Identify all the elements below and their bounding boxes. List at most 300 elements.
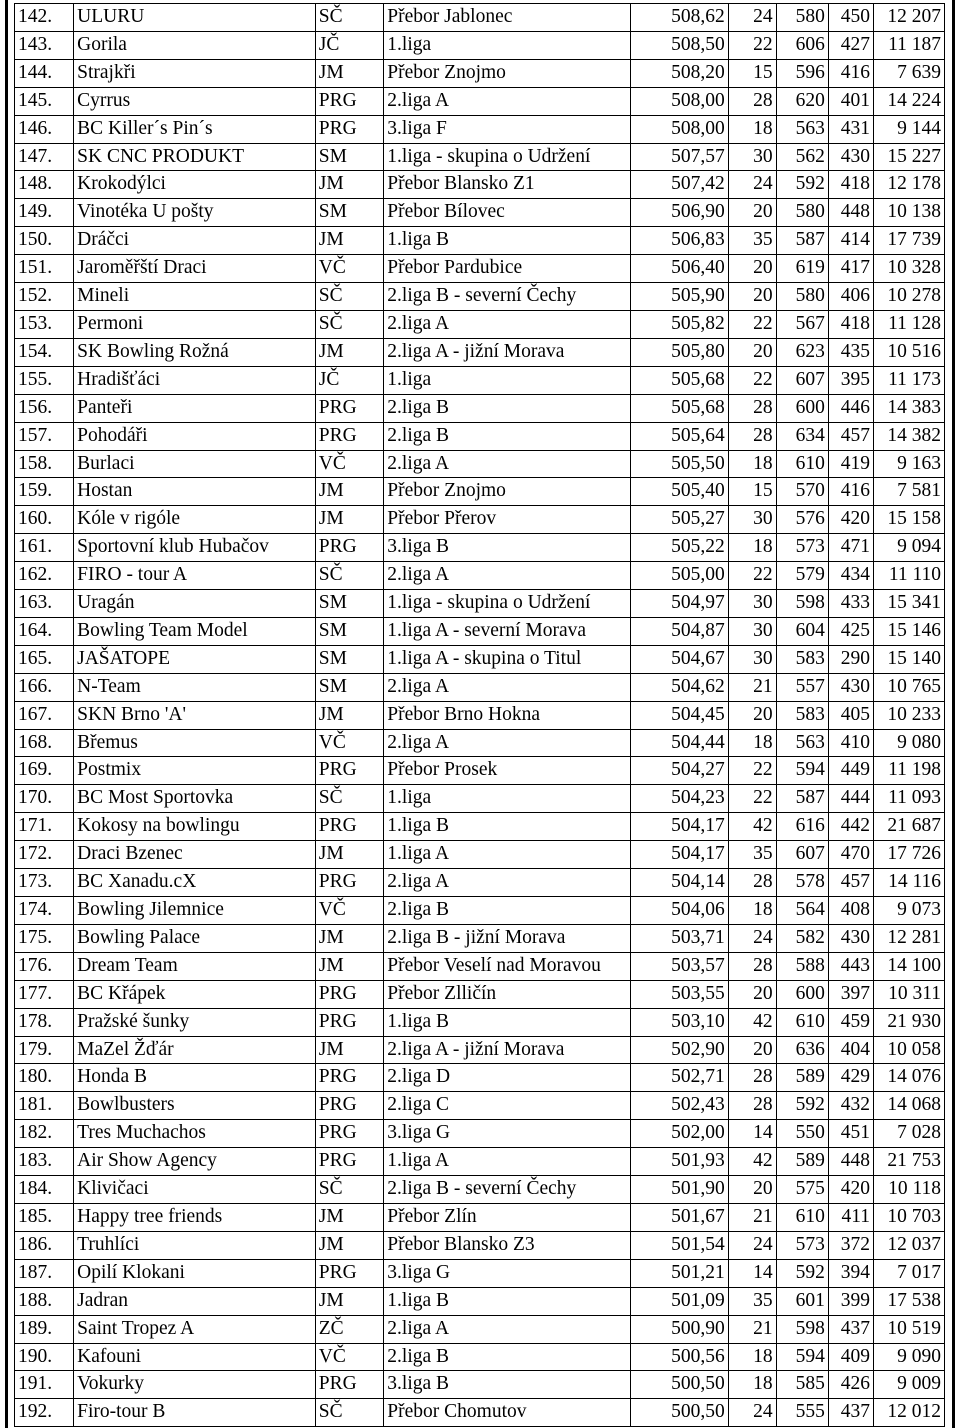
max-cell: 576 xyxy=(776,506,828,534)
games-cell: 18 xyxy=(728,729,776,757)
table-row xyxy=(15,1203,945,1231)
league-cell: Přebor Znojmo xyxy=(384,59,630,87)
games-cell: 28 xyxy=(728,869,776,897)
region-cell: PRG xyxy=(315,1148,384,1176)
max-cell: 636 xyxy=(776,1036,828,1064)
min-cell: 409 xyxy=(828,1343,873,1371)
games-cell: 22 xyxy=(728,366,776,394)
table-row xyxy=(15,450,945,478)
min-cell: 449 xyxy=(828,757,873,785)
games-cell: 15 xyxy=(728,478,776,506)
min-cell: 446 xyxy=(828,394,873,422)
region-cell: PRG xyxy=(315,115,384,143)
games-cell: 18 xyxy=(728,450,776,478)
rank-cell: 192. xyxy=(15,1399,74,1427)
max-cell: 600 xyxy=(776,394,828,422)
region-cell: SM xyxy=(315,617,384,645)
average-cell: 505,50 xyxy=(630,450,728,478)
total-cell: 7 017 xyxy=(874,1259,945,1287)
min-cell: 408 xyxy=(828,897,873,925)
league-cell: 2.liga B xyxy=(384,1343,630,1371)
league-cell: 2.liga A xyxy=(384,869,630,897)
games-cell: 21 xyxy=(728,1315,776,1343)
league-cell: 1.liga xyxy=(384,31,630,59)
max-cell: 607 xyxy=(776,366,828,394)
average-cell: 503,10 xyxy=(630,1008,728,1036)
team-name-cell: Kóle v rigóle xyxy=(74,506,316,534)
team-name-cell: Bowling Jilemnice xyxy=(74,897,316,925)
average-cell: 502,00 xyxy=(630,1120,728,1148)
league-cell: Přebor Zllіčín xyxy=(384,980,630,1008)
average-cell: 505,22 xyxy=(630,534,728,562)
rank-cell: 189. xyxy=(15,1315,74,1343)
average-cell: 501,67 xyxy=(630,1203,728,1231)
team-name-cell: Jaroměřští Draci xyxy=(74,255,316,283)
team-name-cell: Draci Bzenec xyxy=(74,841,316,869)
min-cell: 444 xyxy=(828,785,873,813)
total-cell: 15 341 xyxy=(874,590,945,618)
region-cell: SM xyxy=(315,199,384,227)
games-cell: 14 xyxy=(728,1259,776,1287)
games-cell: 24 xyxy=(728,171,776,199)
total-cell: 10 138 xyxy=(874,199,945,227)
average-cell: 508,62 xyxy=(630,4,728,32)
average-cell: 504,67 xyxy=(630,645,728,673)
league-cell: 2.liga A xyxy=(384,1315,630,1343)
rank-cell: 180. xyxy=(15,1064,74,1092)
table-row xyxy=(15,171,945,199)
average-cell: 508,00 xyxy=(630,87,728,115)
total-cell: 14 116 xyxy=(874,869,945,897)
total-cell: 10 703 xyxy=(874,1203,945,1231)
table-row xyxy=(15,227,945,255)
region-cell: JM xyxy=(315,841,384,869)
region-cell: PRG xyxy=(315,980,384,1008)
min-cell: 425 xyxy=(828,617,873,645)
total-cell: 10 519 xyxy=(874,1315,945,1343)
min-cell: 457 xyxy=(828,422,873,450)
total-cell: 11 173 xyxy=(874,366,945,394)
average-cell: 501,90 xyxy=(630,1176,728,1204)
games-cell: 22 xyxy=(728,31,776,59)
table-row xyxy=(15,31,945,59)
games-cell: 35 xyxy=(728,841,776,869)
region-cell: VČ xyxy=(315,255,384,283)
rank-cell: 190. xyxy=(15,1343,74,1371)
games-cell: 24 xyxy=(728,924,776,952)
team-name-cell: Pohodáři xyxy=(74,422,316,450)
min-cell: 433 xyxy=(828,590,873,618)
average-cell: 504,23 xyxy=(630,785,728,813)
league-cell: 2.liga B xyxy=(384,394,630,422)
rank-cell: 155. xyxy=(15,366,74,394)
min-cell: 430 xyxy=(828,924,873,952)
table-row xyxy=(15,785,945,813)
league-cell: 1.liga A - severní Morava xyxy=(384,617,630,645)
min-cell: 414 xyxy=(828,227,873,255)
max-cell: 588 xyxy=(776,952,828,980)
rank-cell: 153. xyxy=(15,310,74,338)
rank-cell: 143. xyxy=(15,31,74,59)
games-cell: 20 xyxy=(728,1036,776,1064)
average-cell: 505,80 xyxy=(630,338,728,366)
rank-cell: 173. xyxy=(15,869,74,897)
min-cell: 399 xyxy=(828,1287,873,1315)
team-name-cell: Pražské šunky xyxy=(74,1008,316,1036)
min-cell: 448 xyxy=(828,199,873,227)
table-row xyxy=(15,869,945,897)
average-cell: 504,17 xyxy=(630,841,728,869)
total-cell: 9 163 xyxy=(874,450,945,478)
team-name-cell: BC Xanadu.cX xyxy=(74,869,316,897)
table-row xyxy=(15,841,945,869)
max-cell: 589 xyxy=(776,1064,828,1092)
region-cell: VČ xyxy=(315,450,384,478)
total-cell: 7 639 xyxy=(874,59,945,87)
average-cell: 500,90 xyxy=(630,1315,728,1343)
rank-cell: 157. xyxy=(15,422,74,450)
region-cell: SČ xyxy=(315,785,384,813)
region-cell: PRG xyxy=(315,1259,384,1287)
table-row xyxy=(15,924,945,952)
total-cell: 15 158 xyxy=(874,506,945,534)
total-cell: 12 178 xyxy=(874,171,945,199)
min-cell: 397 xyxy=(828,980,873,1008)
region-cell: PRG xyxy=(315,757,384,785)
table-row xyxy=(15,701,945,729)
min-cell: 459 xyxy=(828,1008,873,1036)
games-cell: 28 xyxy=(728,87,776,115)
total-cell: 21 687 xyxy=(874,813,945,841)
total-cell: 10 311 xyxy=(874,980,945,1008)
min-cell: 426 xyxy=(828,1371,873,1399)
games-cell: 18 xyxy=(728,534,776,562)
games-cell: 24 xyxy=(728,1231,776,1259)
rank-cell: 184. xyxy=(15,1176,74,1204)
max-cell: 585 xyxy=(776,1371,828,1399)
team-name-cell: Cyrrus xyxy=(74,87,316,115)
rank-cell: 154. xyxy=(15,338,74,366)
table-row xyxy=(15,897,945,925)
rank-cell: 165. xyxy=(15,645,74,673)
rank-cell: 167. xyxy=(15,701,74,729)
rank-cell: 148. xyxy=(15,171,74,199)
region-cell: JM xyxy=(315,171,384,199)
team-name-cell: Dráčci xyxy=(74,227,316,255)
team-name-cell: Sportovní klub Hubačov xyxy=(74,534,316,562)
region-cell: ZČ xyxy=(315,1315,384,1343)
total-cell: 11 198 xyxy=(874,757,945,785)
team-name-cell: BC Killer´s Pin´s xyxy=(74,115,316,143)
table-row xyxy=(15,562,945,590)
max-cell: 550 xyxy=(776,1120,828,1148)
region-cell: JM xyxy=(315,1287,384,1315)
table-row xyxy=(15,143,945,171)
max-cell: 607 xyxy=(776,841,828,869)
team-name-cell: SKN Brno 'A' xyxy=(74,701,316,729)
league-cell: 2.liga A xyxy=(384,673,630,701)
min-cell: 290 xyxy=(828,645,873,673)
table-row xyxy=(15,1148,945,1176)
team-name-cell: Permoni xyxy=(74,310,316,338)
average-cell: 507,42 xyxy=(630,171,728,199)
table-row xyxy=(15,1399,945,1427)
table-row xyxy=(15,87,945,115)
league-cell: Přebor Bílovec xyxy=(384,199,630,227)
min-cell: 470 xyxy=(828,841,873,869)
total-cell: 10 328 xyxy=(874,255,945,283)
region-cell: PRG xyxy=(315,1092,384,1120)
team-name-cell: Truhlíci xyxy=(74,1231,316,1259)
max-cell: 594 xyxy=(776,1343,828,1371)
min-cell: 416 xyxy=(828,59,873,87)
total-cell: 11 187 xyxy=(874,31,945,59)
league-cell: 2.liga A xyxy=(384,310,630,338)
max-cell: 583 xyxy=(776,645,828,673)
average-cell: 505,40 xyxy=(630,478,728,506)
max-cell: 562 xyxy=(776,143,828,171)
table-row xyxy=(15,59,945,87)
league-cell: Přebor Znojmo xyxy=(384,478,630,506)
games-cell: 30 xyxy=(728,645,776,673)
max-cell: 600 xyxy=(776,980,828,1008)
league-cell: 1.liga xyxy=(384,785,630,813)
average-cell: 501,09 xyxy=(630,1287,728,1315)
team-name-cell: Kokosy na bowlingu xyxy=(74,813,316,841)
team-name-cell: Krokodýlci xyxy=(74,171,316,199)
league-cell: 3.liga F xyxy=(384,115,630,143)
league-cell: 1.liga - skupina o Udržení xyxy=(384,590,630,618)
average-cell: 505,27 xyxy=(630,506,728,534)
league-cell: 2.liga D xyxy=(384,1064,630,1092)
total-cell: 9 080 xyxy=(874,729,945,757)
max-cell: 606 xyxy=(776,31,828,59)
games-cell: 21 xyxy=(728,673,776,701)
team-name-cell: SK Bowling Rožná xyxy=(74,338,316,366)
table-row xyxy=(15,1371,945,1399)
table-row xyxy=(15,1036,945,1064)
rank-cell: 160. xyxy=(15,506,74,534)
total-cell: 12 281 xyxy=(874,924,945,952)
average-cell: 508,50 xyxy=(630,31,728,59)
average-cell: 505,90 xyxy=(630,283,728,311)
games-cell: 18 xyxy=(728,897,776,925)
max-cell: 610 xyxy=(776,1203,828,1231)
team-name-cell: Vokurky xyxy=(74,1371,316,1399)
min-cell: 448 xyxy=(828,1148,873,1176)
games-cell: 21 xyxy=(728,1203,776,1231)
region-cell: JM xyxy=(315,952,384,980)
total-cell: 9 073 xyxy=(874,897,945,925)
games-cell: 18 xyxy=(728,1343,776,1371)
max-cell: 567 xyxy=(776,310,828,338)
games-cell: 28 xyxy=(728,1092,776,1120)
total-cell: 17 726 xyxy=(874,841,945,869)
average-cell: 507,57 xyxy=(630,143,728,171)
min-cell: 451 xyxy=(828,1120,873,1148)
games-cell: 20 xyxy=(728,199,776,227)
team-name-cell: Strajkři xyxy=(74,59,316,87)
table-row xyxy=(15,757,945,785)
total-cell: 10 118 xyxy=(874,1176,945,1204)
total-cell: 11 093 xyxy=(874,785,945,813)
league-cell: 1.liga B xyxy=(384,813,630,841)
league-cell: 2.liga B - severní Čechy xyxy=(384,283,630,311)
table-row xyxy=(15,310,945,338)
min-cell: 418 xyxy=(828,171,873,199)
games-cell: 20 xyxy=(728,338,776,366)
rank-cell: 152. xyxy=(15,283,74,311)
games-cell: 20 xyxy=(728,255,776,283)
games-cell: 20 xyxy=(728,1176,776,1204)
min-cell: 418 xyxy=(828,310,873,338)
team-name-cell: MaZel Žďár xyxy=(74,1036,316,1064)
region-cell: JČ xyxy=(315,366,384,394)
max-cell: 557 xyxy=(776,673,828,701)
max-cell: 575 xyxy=(776,1176,828,1204)
max-cell: 598 xyxy=(776,590,828,618)
average-cell: 504,97 xyxy=(630,590,728,618)
ranking-table-body xyxy=(15,4,945,1427)
average-cell: 504,17 xyxy=(630,813,728,841)
min-cell: 406 xyxy=(828,283,873,311)
max-cell: 610 xyxy=(776,450,828,478)
max-cell: 587 xyxy=(776,785,828,813)
total-cell: 21 930 xyxy=(874,1008,945,1036)
team-name-cell: ULURU xyxy=(74,4,316,32)
region-cell: JM xyxy=(315,1203,384,1231)
max-cell: 564 xyxy=(776,897,828,925)
rank-cell: 149. xyxy=(15,199,74,227)
region-cell: SM xyxy=(315,673,384,701)
average-cell: 508,00 xyxy=(630,115,728,143)
region-cell: SČ xyxy=(315,310,384,338)
max-cell: 619 xyxy=(776,255,828,283)
table-row xyxy=(15,1231,945,1259)
league-cell: Přebor Chomutov xyxy=(384,1399,630,1427)
region-cell: JM xyxy=(315,1036,384,1064)
games-cell: 22 xyxy=(728,310,776,338)
rank-cell: 146. xyxy=(15,115,74,143)
min-cell: 430 xyxy=(828,143,873,171)
league-cell: 2.liga B xyxy=(384,897,630,925)
max-cell: 634 xyxy=(776,422,828,450)
team-name-cell: BC Most Sportovka xyxy=(74,785,316,813)
games-cell: 42 xyxy=(728,1148,776,1176)
min-cell: 372 xyxy=(828,1231,873,1259)
team-name-cell: Bowling Palace xyxy=(74,924,316,952)
games-cell: 28 xyxy=(728,422,776,450)
games-cell: 22 xyxy=(728,757,776,785)
page-right-rule xyxy=(952,0,955,1428)
rank-cell: 158. xyxy=(15,450,74,478)
table-row xyxy=(15,199,945,227)
games-cell: 42 xyxy=(728,1008,776,1036)
total-cell: 14 383 xyxy=(874,394,945,422)
max-cell: 573 xyxy=(776,1231,828,1259)
max-cell: 579 xyxy=(776,562,828,590)
min-cell: 401 xyxy=(828,87,873,115)
max-cell: 563 xyxy=(776,115,828,143)
rank-cell: 177. xyxy=(15,980,74,1008)
rank-cell: 188. xyxy=(15,1287,74,1315)
rank-cell: 185. xyxy=(15,1203,74,1231)
games-cell: 20 xyxy=(728,283,776,311)
max-cell: 592 xyxy=(776,1092,828,1120)
team-name-cell: Air Show Agency xyxy=(74,1148,316,1176)
total-cell: 14 382 xyxy=(874,422,945,450)
table-row xyxy=(15,255,945,283)
total-cell: 12 207 xyxy=(874,4,945,32)
total-cell: 12 037 xyxy=(874,1231,945,1259)
min-cell: 394 xyxy=(828,1259,873,1287)
total-cell: 10 233 xyxy=(874,701,945,729)
region-cell: SČ xyxy=(315,4,384,32)
min-cell: 417 xyxy=(828,255,873,283)
team-name-cell: Postmix xyxy=(74,757,316,785)
min-cell: 432 xyxy=(828,1092,873,1120)
team-name-cell: Saint Tropez A xyxy=(74,1315,316,1343)
rank-cell: 183. xyxy=(15,1148,74,1176)
rank-cell: 144. xyxy=(15,59,74,87)
games-cell: 15 xyxy=(728,59,776,87)
league-cell: 3.liga G xyxy=(384,1259,630,1287)
total-cell: 11 128 xyxy=(874,310,945,338)
max-cell: 610 xyxy=(776,1008,828,1036)
table-row xyxy=(15,1120,945,1148)
league-cell: Přebor Blansko Z1 xyxy=(384,171,630,199)
min-cell: 411 xyxy=(828,1203,873,1231)
region-cell: PRG xyxy=(315,1064,384,1092)
total-cell: 14 224 xyxy=(874,87,945,115)
average-cell: 504,14 xyxy=(630,869,728,897)
table-row xyxy=(15,729,945,757)
average-cell: 505,68 xyxy=(630,394,728,422)
total-cell: 7 581 xyxy=(874,478,945,506)
region-cell: SM xyxy=(315,590,384,618)
max-cell: 573 xyxy=(776,534,828,562)
league-cell: 3.liga B xyxy=(384,534,630,562)
total-cell: 10 765 xyxy=(874,673,945,701)
region-cell: JM xyxy=(315,338,384,366)
average-cell: 500,50 xyxy=(630,1371,728,1399)
league-cell: 2.liga A - jižní Morava xyxy=(384,1036,630,1064)
rank-cell: 174. xyxy=(15,897,74,925)
games-cell: 30 xyxy=(728,143,776,171)
team-name-cell: Mineli xyxy=(74,283,316,311)
total-cell: 7 028 xyxy=(874,1120,945,1148)
min-cell: 437 xyxy=(828,1315,873,1343)
table-row xyxy=(15,478,945,506)
max-cell: 580 xyxy=(776,4,828,32)
region-cell: PRG xyxy=(315,1008,384,1036)
league-cell: 1.liga B xyxy=(384,227,630,255)
table-row xyxy=(15,422,945,450)
league-cell: Přebor Blansko Z3 xyxy=(384,1231,630,1259)
total-cell: 17 538 xyxy=(874,1287,945,1315)
table-row xyxy=(15,1343,945,1371)
total-cell: 15 146 xyxy=(874,617,945,645)
games-cell: 20 xyxy=(728,980,776,1008)
min-cell: 435 xyxy=(828,338,873,366)
region-cell: JM xyxy=(315,1231,384,1259)
rank-cell: 181. xyxy=(15,1092,74,1120)
average-cell: 505,82 xyxy=(630,310,728,338)
average-cell: 501,21 xyxy=(630,1259,728,1287)
rank-cell: 162. xyxy=(15,562,74,590)
region-cell: VČ xyxy=(315,729,384,757)
league-cell: 2.liga A xyxy=(384,87,630,115)
